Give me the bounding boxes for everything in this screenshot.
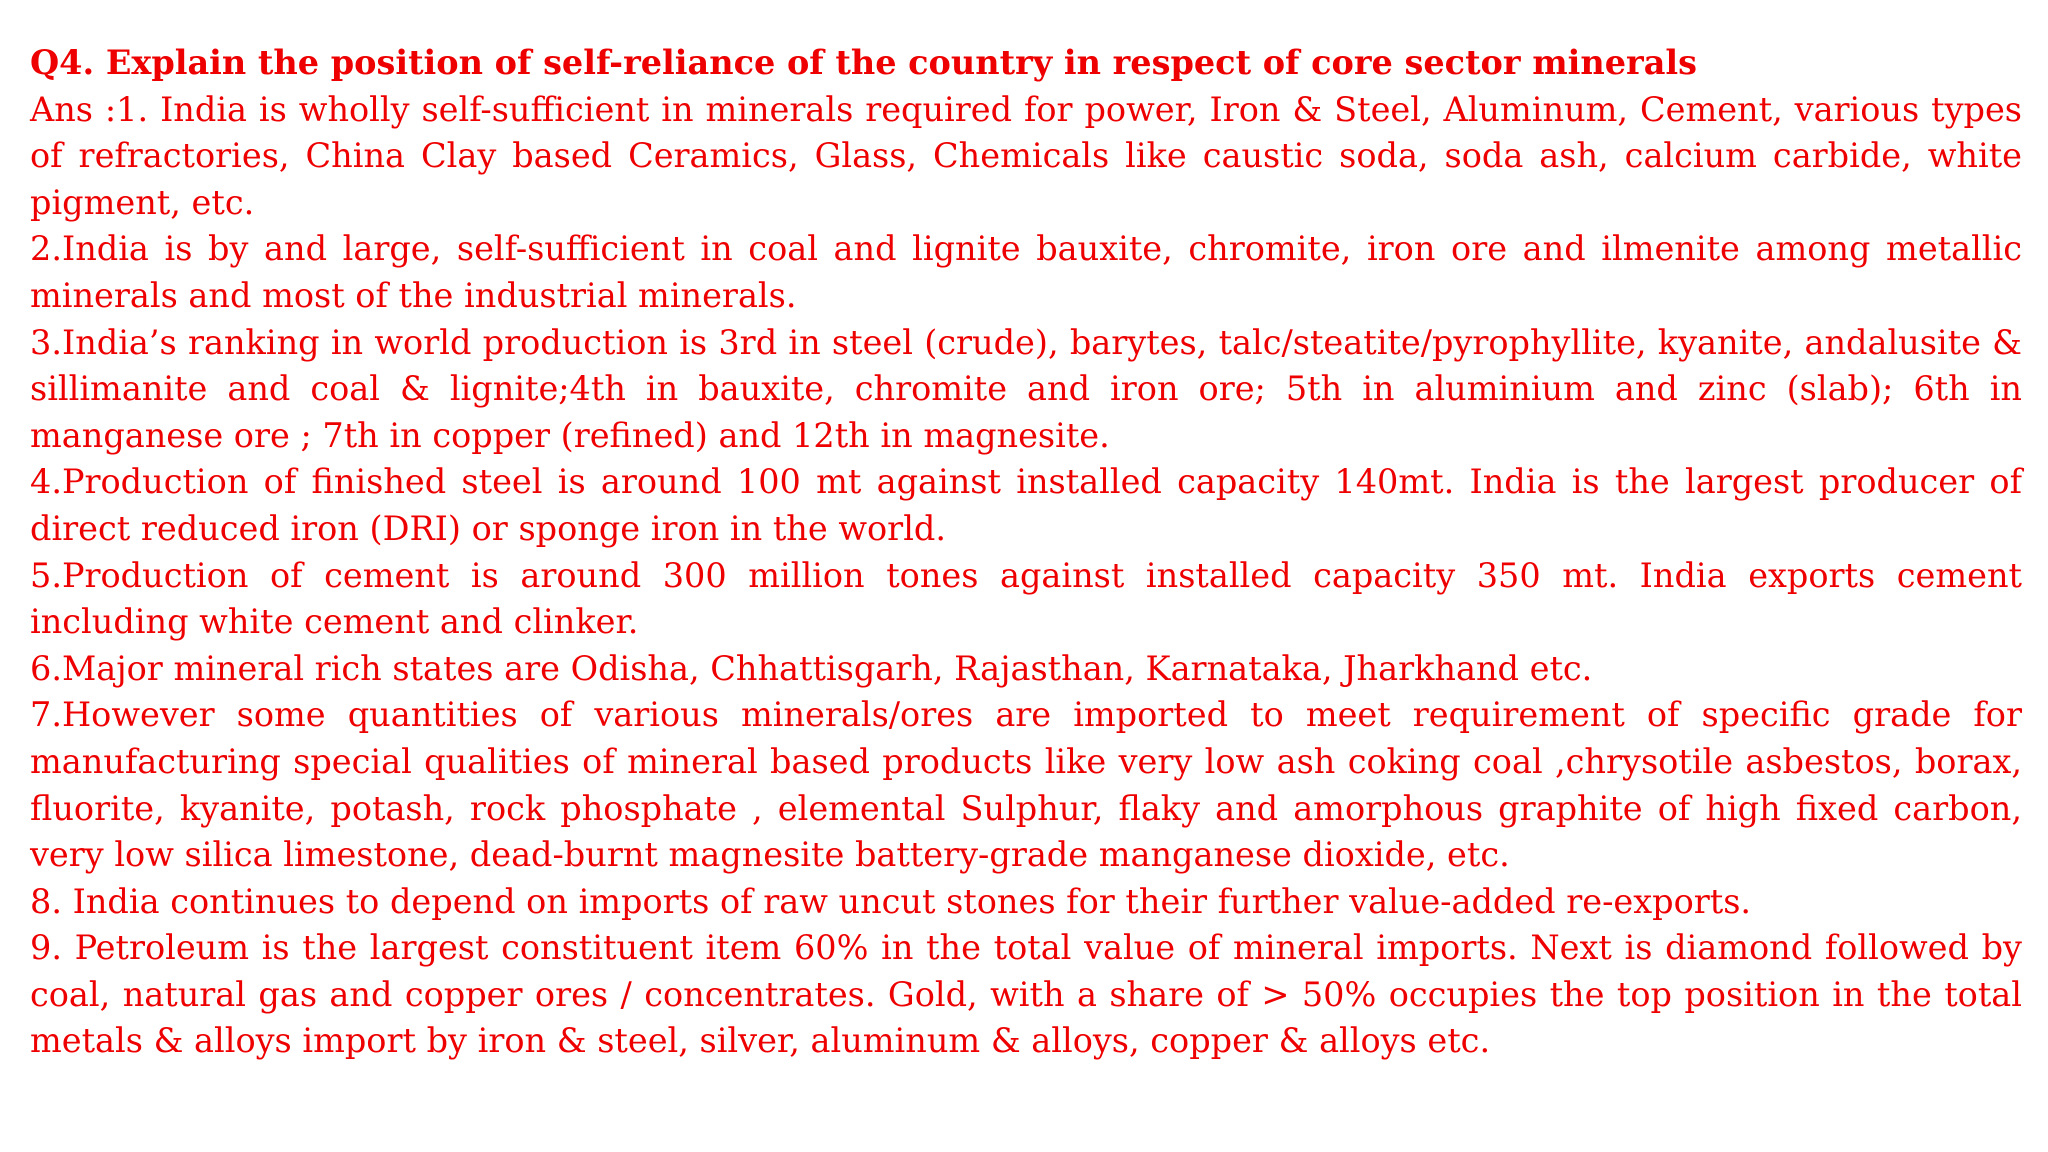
document-page [30,40,2022,1065]
answer-point-1: Ans :1. India is wholly self-sufficient in minerals required for power, Iron & Steel, Aluminum, Cement, various types of refractories, China Clay based Ceramics, Glass, Chemicals like caustic soda, soda ash, calcium carbide, white pigment, etc. [30,89,2022,222]
answer-point-4: 4.Production of finished steel is around 100 mt against installed capacity 140mt. India is the largest producer of direct reduced iron (DRI) or sponge iron in the world. [30,462,2022,548]
answer-point-2: 2.India is by and large, self-sufficient in coal and lignite bauxite, chromite, iron ore and ilmenite among metallic minerals and most of the industrial minerals. [30,229,2022,315]
answer-point-7: 7.However some quantities of various minerals/ores are imported to meet requirement of specific grade for manufacturing special qualities of mineral based products like very low ash coking coal ,chrysotile asbestos, borax, fluorite, kyanite, potash, rock phosphate , elemental Sulphur, flaky and amorphous graphite of high fixed carbon, very low silica limestone, dead-burnt magnesite battery-grade manganese dioxide, etc. [30,695,2022,875]
answer-point-5: 5.Production of cement is around 300 million tones against installed capacity 350 mt. India exports cement including white cement and clinker. [30,555,2022,642]
question-heading: Q4. Explain the position of self-reliance of the country in respect of core sector minerals [30,43,1697,82]
answer-point-9: 9. Petroleum is the largest constituent item 60% in the total value of mineral imports. Next is diamond followed by coal, natural gas and copper ores / concentrates. Gold, with a share of > 50% occupies the top position in the total metals & alloys import by iron & steel, silver, aluminum & alloys, copper & alloys etc. [30,928,2022,1061]
answer-point-3: 3.India’s ranking in world production is 3rd in steel (crude), barytes, talc/steatite/pyrophyllite, kyanite, andalusite & sillimanite and coal & lignite;4th in bauxite, chromite and iron ore; 5th in aluminium and zinc (slab); 6th in manganese ore ; 7th in copper (refined) and 12th in magnesite. [30,322,2022,455]
answer-point-6: 6.Major mineral rich states are Odisha, Chhattisgarh, Rajasthan, Karnataka, Jharkhand etc. [30,648,1593,688]
answer-point-8: 8. India continues to depend on imports of raw uncut stones for their further value-added re-exports. [30,881,1752,921]
